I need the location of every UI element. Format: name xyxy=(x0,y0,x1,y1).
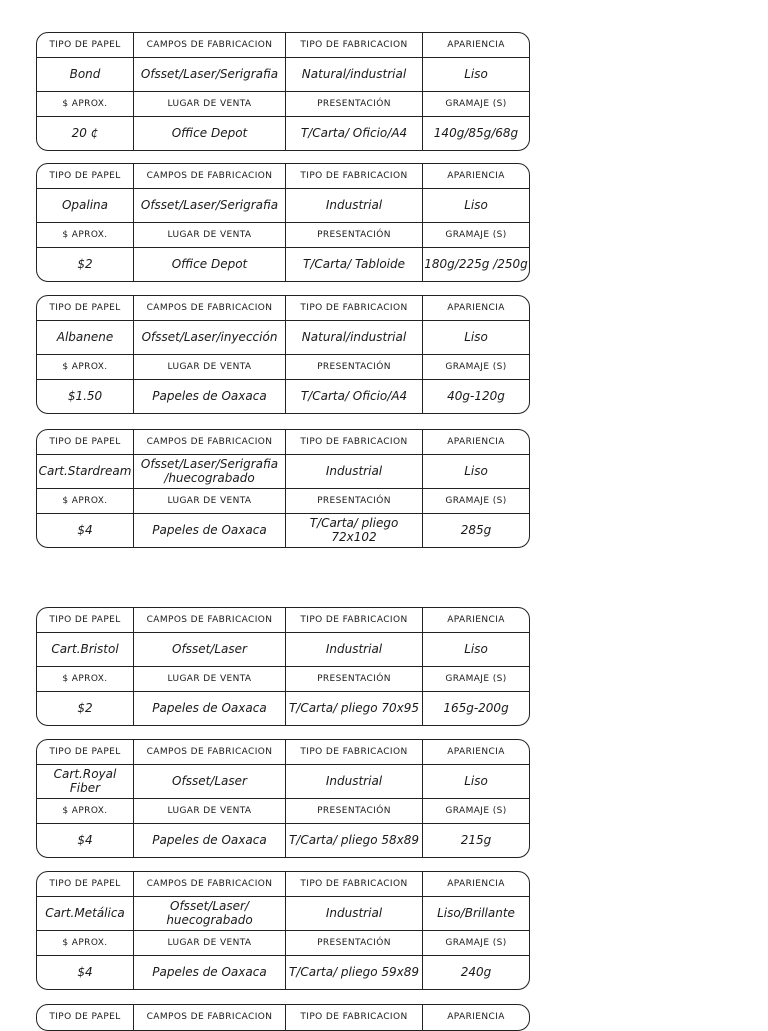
header-row-bottom xyxy=(37,355,529,380)
tipo-fabricacion-value: Natural/industrial xyxy=(286,58,423,91)
header-tipo-fabricacion: TIPO DE FABRICACION xyxy=(286,430,423,454)
header-lugar: LUGAR DE VENTA xyxy=(134,931,286,955)
paper-card xyxy=(36,739,530,858)
paper-card xyxy=(36,295,530,414)
lugar-value: Papeles de Oaxaca xyxy=(134,692,286,725)
header-row-bottom xyxy=(37,92,529,117)
header-apariencia: APARIENCIA xyxy=(447,436,505,447)
header-presentacion: PRESENTACIÓN xyxy=(286,92,423,116)
lugar-value: Office Depot xyxy=(134,248,286,281)
tipo-fabricacion-value: Industrial xyxy=(286,897,423,930)
header-gramaje: GRAMAJE (S) xyxy=(445,805,507,816)
presentacion-value: T/Carta/ pliego 58x89 xyxy=(286,824,423,857)
header-apariencia: APARIENCIA xyxy=(447,39,505,50)
header-presentacion: PRESENTACIÓN xyxy=(286,223,423,247)
value-row-bottom xyxy=(37,117,529,150)
header-precio: $ APROX. xyxy=(37,931,134,955)
tipo-papel-value: Cart.Metálica xyxy=(37,897,134,930)
header-tipo-fabricacion: TIPO DE FABRICACION xyxy=(286,1005,423,1030)
precio-value: 20 ¢ xyxy=(37,117,134,150)
gramaje-value: 285g xyxy=(460,522,492,537)
value-row-top xyxy=(37,321,529,355)
gramaje-value: 180g/225g /250g xyxy=(424,256,528,271)
header-apariencia: APARIENCIA xyxy=(447,302,505,313)
header-precio: $ APROX. xyxy=(37,667,134,691)
header-campos: CAMPOS DE FABRICACION xyxy=(134,430,286,454)
header-lugar: LUGAR DE VENTA xyxy=(134,667,286,691)
presentacion-value: T/Carta/ pliego 70x95 xyxy=(286,692,423,725)
value-row-top xyxy=(37,633,529,667)
apariencia-value: Liso xyxy=(464,66,488,81)
header-tipo-papel: TIPO DE PAPEL xyxy=(37,296,134,320)
apariencia-value: Liso xyxy=(464,197,488,212)
header-campos: CAMPOS DE FABRICACION xyxy=(134,1005,286,1030)
value-row-bottom xyxy=(37,248,529,281)
paper-card xyxy=(36,871,530,990)
tipo-papel-value: Cart.Royal Fiber xyxy=(37,765,134,798)
header-row-top xyxy=(37,430,529,455)
campos-value: Ofsset/Laser/Serigrafia /huecograbado xyxy=(134,455,286,488)
paper-card xyxy=(36,163,530,282)
header-row-top xyxy=(37,872,529,897)
header-campos: CAMPOS DE FABRICACION xyxy=(134,872,286,896)
header-precio: $ APROX. xyxy=(37,355,134,379)
header-tipo-papel: TIPO DE PAPEL xyxy=(37,164,134,188)
header-gramaje: GRAMAJE (S) xyxy=(445,229,507,240)
header-campos: CAMPOS DE FABRICACION xyxy=(134,740,286,764)
gramaje-value: 140g/85g/68g xyxy=(433,125,519,140)
lugar-value: Papeles de Oaxaca xyxy=(134,380,286,413)
header-row-bottom xyxy=(37,223,529,248)
lugar-value: Papeles de Oaxaca xyxy=(134,824,286,857)
header-tipo-fabricacion: TIPO DE FABRICACION xyxy=(286,296,423,320)
header-tipo-fabricacion: TIPO DE FABRICACION xyxy=(286,740,423,764)
presentacion-value: T/Carta/ pliego 72x102 xyxy=(286,514,423,547)
header-campos: CAMPOS DE FABRICACION xyxy=(134,33,286,57)
header-tipo-papel: TIPO DE PAPEL xyxy=(37,33,134,57)
header-presentacion: PRESENTACIÓN xyxy=(286,489,423,513)
gramaje-value: 240g xyxy=(460,964,492,979)
tipo-papel-value: Opalina xyxy=(37,189,134,222)
header-apariencia: APARIENCIA xyxy=(447,746,505,757)
value-row-top xyxy=(37,189,529,223)
lugar-value: Office Depot xyxy=(134,117,286,150)
header-tipo-fabricacion: TIPO DE FABRICACION xyxy=(286,872,423,896)
tipo-fabricacion-value: Industrial xyxy=(286,765,423,798)
header-tipo-papel: TIPO DE PAPEL xyxy=(37,1005,134,1030)
header-tipo-fabricacion: TIPO DE FABRICACION xyxy=(286,33,423,57)
value-row-top xyxy=(37,897,529,931)
value-row-bottom xyxy=(37,692,529,725)
value-row-top xyxy=(37,765,529,799)
header-presentacion: PRESENTACIÓN xyxy=(286,355,423,379)
value-row-top xyxy=(37,58,529,92)
header-lugar: LUGAR DE VENTA xyxy=(134,489,286,513)
campos-value: Ofsset/Laser/Serigrafia xyxy=(134,58,286,91)
paper-card xyxy=(36,32,530,151)
tipo-fabricacion-value: Natural/industrial xyxy=(286,321,423,354)
header-lugar: LUGAR DE VENTA xyxy=(134,92,286,116)
header-tipo-papel: TIPO DE PAPEL xyxy=(37,430,134,454)
header-row-top xyxy=(37,608,529,633)
header-row-bottom xyxy=(37,799,529,824)
header-precio: $ APROX. xyxy=(37,489,134,513)
precio-value: $4 xyxy=(37,514,134,547)
header-lugar: LUGAR DE VENTA xyxy=(134,799,286,823)
header-row-bottom xyxy=(37,489,529,514)
header-campos: CAMPOS DE FABRICACION xyxy=(134,608,286,632)
header-presentacion: PRESENTACIÓN xyxy=(286,667,423,691)
header-gramaje: GRAMAJE (S) xyxy=(445,673,507,684)
campos-value: Ofsset/Laser/Serigrafia xyxy=(134,189,286,222)
campos-value: Ofsset/Laser xyxy=(134,633,286,666)
header-row-top xyxy=(37,740,529,765)
header-apariencia: APARIENCIA xyxy=(447,878,505,889)
precio-value: $2 xyxy=(37,692,134,725)
precio-value: $4 xyxy=(37,824,134,857)
gramaje-value: 165g-200g xyxy=(443,700,509,715)
presentacion-value: T/Carta/ pliego 59x89 xyxy=(286,956,423,989)
gramaje-value: 40g-120g xyxy=(447,388,505,403)
header-lugar: LUGAR DE VENTA xyxy=(134,223,286,247)
header-apariencia: APARIENCIA xyxy=(447,614,505,625)
campos-value: Ofsset/Laser xyxy=(134,765,286,798)
lugar-value: Papeles de Oaxaca xyxy=(134,956,286,989)
header-precio: $ APROX. xyxy=(37,92,134,116)
header-gramaje: GRAMAJE (S) xyxy=(445,937,507,948)
tipo-fabricacion-value: Industrial xyxy=(286,455,423,488)
tipo-papel-value: Cart.Stardream xyxy=(37,455,134,488)
header-tipo-papel: TIPO DE PAPEL xyxy=(37,872,134,896)
paper-card xyxy=(36,429,530,548)
tipo-fabricacion-value: Industrial xyxy=(286,633,423,666)
header-lugar: LUGAR DE VENTA xyxy=(134,355,286,379)
header-campos: CAMPOS DE FABRICACION xyxy=(134,164,286,188)
header-gramaje: GRAMAJE (S) xyxy=(445,98,507,109)
header-gramaje: GRAMAJE (S) xyxy=(445,495,507,506)
presentacion-value: T/Carta/ Tabloide xyxy=(286,248,423,281)
paper-card xyxy=(36,607,530,726)
header-presentacion: PRESENTACIÓN xyxy=(286,799,423,823)
gramaje-value: 215g xyxy=(460,832,492,847)
value-row-bottom xyxy=(37,380,529,413)
header-row-bottom xyxy=(37,667,529,692)
header-tipo-papel: TIPO DE PAPEL xyxy=(37,740,134,764)
apariencia-value: Liso/Brillante xyxy=(437,905,515,920)
header-row-top xyxy=(37,33,529,58)
value-row-bottom xyxy=(37,956,529,989)
header-apariencia: APARIENCIA xyxy=(447,170,505,181)
campos-value: Ofsset/Laser/inyección xyxy=(134,321,286,354)
tipo-papel-value: Cart.Bristol xyxy=(37,633,134,666)
tipo-papel-value: Albanene xyxy=(37,321,134,354)
header-campos: CAMPOS DE FABRICACION xyxy=(134,296,286,320)
apariencia-value: Liso xyxy=(464,641,488,656)
header-presentacion: PRESENTACIÓN xyxy=(286,931,423,955)
apariencia-value: Liso xyxy=(464,463,488,478)
header-tipo-fabricacion: TIPO DE FABRICACION xyxy=(286,608,423,632)
header-tipo-fabricacion: TIPO DE FABRICACION xyxy=(286,164,423,188)
presentacion-value: T/Carta/ Oficio/A4 xyxy=(286,380,423,413)
header-row-bottom xyxy=(37,931,529,956)
header-precio: $ APROX. xyxy=(37,223,134,247)
tipo-papel-value: Bond xyxy=(37,58,134,91)
paper-card-partial xyxy=(36,1004,530,1031)
lugar-value: Papeles de Oaxaca xyxy=(134,514,286,547)
header-gramaje: GRAMAJE (S) xyxy=(445,361,507,372)
precio-value: $2 xyxy=(37,248,134,281)
apariencia-value: Liso xyxy=(464,329,488,344)
value-row-bottom xyxy=(37,824,529,857)
value-row-top xyxy=(37,455,529,489)
header-row-top xyxy=(37,1005,529,1030)
value-row-bottom xyxy=(37,514,529,547)
header-apariencia: APARIENCIA xyxy=(447,1012,505,1023)
apariencia-value: Liso xyxy=(464,773,488,788)
campos-value: Ofsset/Laser/ huecograbado xyxy=(134,897,286,930)
precio-value: $4 xyxy=(37,956,134,989)
tipo-fabricacion-value: Industrial xyxy=(286,189,423,222)
header-row-top xyxy=(37,164,529,189)
header-precio: $ APROX. xyxy=(37,799,134,823)
header-tipo-papel: TIPO DE PAPEL xyxy=(37,608,134,632)
presentacion-value: T/Carta/ Oficio/A4 xyxy=(286,117,423,150)
precio-value: $1.50 xyxy=(37,380,134,413)
header-row-top xyxy=(37,296,529,321)
